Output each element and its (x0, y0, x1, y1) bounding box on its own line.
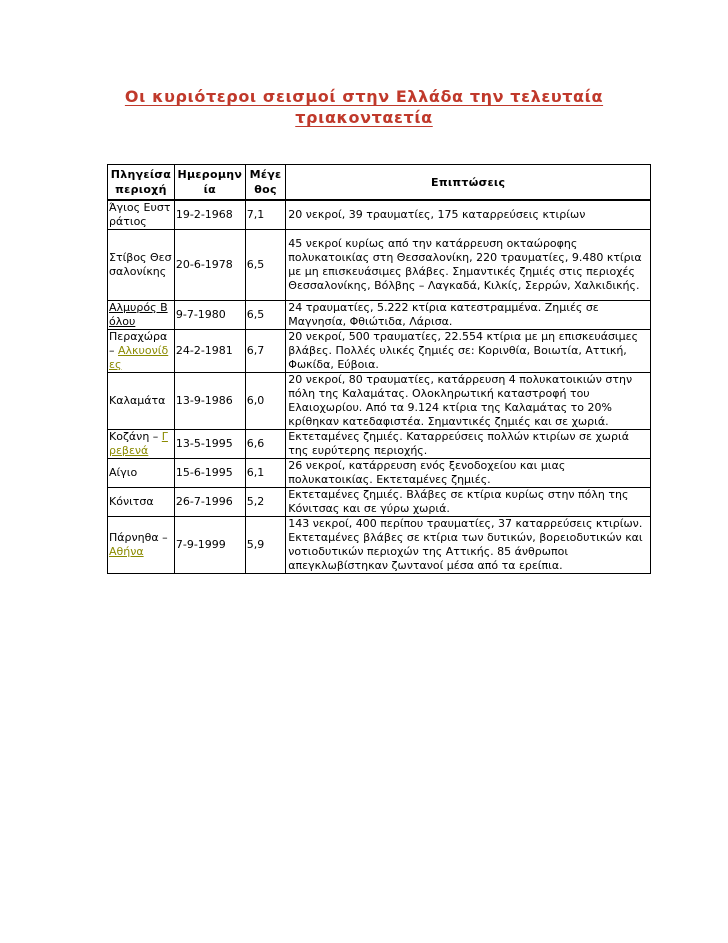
cell-area (108, 373, 175, 430)
cell-date: 13-5-1995 (174, 430, 245, 459)
area-link[interactable]: Γρεβενά (109, 430, 168, 457)
cell-date: 15-6-1995 (174, 459, 245, 488)
area-text: Πάρνηθα – (109, 531, 168, 544)
page-title: Οι κυριότεροι σεισμοί στην Ελλάδα την τελευταία τριακονταετία (124, 87, 604, 127)
area-link[interactable]: Αθήνα (109, 545, 144, 558)
cell-impact: 20 νεκροί, 500 τραυματίες, 22.554 κτίρια με μη επισκευάσιμες βλάβες. Πολλές υλικές ζημιές σε: Κορινθία, Βοιωτία, Αττική, Φωκίδα, Εύβοια. (286, 330, 651, 373)
area-link[interactable]: Αλκυονίδες (109, 344, 169, 371)
cell-impact: 20 νεκροί, 39 τραυματίες, 175 καταρρεύσεις κτιρίων (286, 200, 651, 230)
table-row (108, 517, 651, 574)
cell-area (108, 301, 175, 330)
area-text: Άγιος Ευστράτιος (109, 201, 171, 228)
cell-date: 19-2-1968 (174, 200, 245, 230)
table-row (108, 459, 651, 488)
header-area: Πληγείσα περιοχή (108, 165, 175, 201)
table-header-row (108, 165, 651, 201)
cell-area (108, 200, 175, 230)
table-row (108, 488, 651, 517)
cell-impact: 45 νεκροί κυρίως από την κατάρρευση οκταώροφης πολυκατοικίας στη Θεσσαλονίκη, 220 τραυματίες, 9.480 κτίρια με μη επισκευάσιμες βλάβες. Σημαντικές ζημιές στις περιοχές Θεσσαλονίκης, Βόλβης – Λαγκαδά, Κιλκίς, Σερρών, Χαλκιδικής. (286, 230, 651, 301)
area-text: Κοζάνη – (109, 430, 159, 443)
cell-area (108, 488, 175, 517)
cell-area (108, 330, 175, 373)
cell-date: 26-7-1996 (174, 488, 245, 517)
cell-date: 24-2-1981 (174, 330, 245, 373)
table-row (108, 230, 651, 301)
table-row (108, 200, 651, 230)
cell-magnitude: 7,1 (245, 200, 286, 230)
cell-magnitude: 6,6 (245, 430, 286, 459)
cell-impact: 20 νεκροί, 80 τραυματίες, κατάρρευση 4 πολυκατοικιών στην πόλη της Καλαμάτας. Ολοκληρωτική καταστροφή του Ελαιοχωρίου. Από τα 9.124 κτίρια της Καλαμάτας το 20% κρίθηκαν κατεδαφιστέα. Σημαντικές ζημιές και σε χωριά. (286, 373, 651, 430)
cell-impact: 143 νεκροί, 400 περίπου τραυματίες, 37 καταρρεύσεις κτιρίων. Εκτεταμένες βλάβες σε κτίρια των δυτικών, βορειοδυτικών και νοτιοδυτικών περιοχών της Αττικής. 85 άνθρωποι απεγκλωβίστηκαν ζωντανοί μέσα από τα ερείπια. (286, 517, 651, 574)
cell-area (108, 459, 175, 488)
cell-area (108, 430, 175, 459)
header-magnitude: Μέγεθος (245, 165, 286, 201)
area-text: Περαχώρα – (109, 330, 168, 357)
header-impact: Επιπτώσεις (286, 165, 651, 201)
cell-magnitude: 6,5 (245, 301, 286, 330)
cell-magnitude: 6,5 (245, 230, 286, 301)
cell-date: 9-7-1980 (174, 301, 245, 330)
cell-area (108, 517, 175, 574)
earthquake-table (107, 164, 651, 574)
cell-date: 7-9-1999 (174, 517, 245, 574)
cell-magnitude: 6,1 (245, 459, 286, 488)
cell-area (108, 230, 175, 301)
area-text: Αίγιο (109, 466, 138, 479)
area-text: Κόνιτσα (109, 495, 154, 508)
cell-impact: 26 νεκροί, κατάρρευση ενός ξενοδοχείου και μιας πολυκατοικίας. Εκτεταμένες ζημιές. (286, 459, 651, 488)
header-date: Ημερομηνία (174, 165, 245, 201)
cell-magnitude: 6,0 (245, 373, 286, 430)
table-row (108, 430, 651, 459)
cell-magnitude: 5,9 (245, 517, 286, 574)
table-row (108, 330, 651, 373)
table-row (108, 301, 651, 330)
table-row (108, 373, 651, 430)
cell-impact: Εκτεταμένες ζημιές. Καταρρεύσεις πολλών κτιρίων σε χωριά της ευρύτερης περιοχής. (286, 430, 651, 459)
cell-magnitude: 6,7 (245, 330, 286, 373)
area-text: Στίβος Θεσσαλονίκης (109, 251, 172, 278)
cell-date: 13-9-1986 (174, 373, 245, 430)
cell-impact: 24 τραυματίες, 5.222 κτίρια κατεστραμμένα. Ζημιές σε Μαγνησία, Φθιώτιδα, Λάρισα. (286, 301, 651, 330)
cell-magnitude: 5,2 (245, 488, 286, 517)
area-text: Αλμυρός Βόλου (109, 301, 168, 328)
cell-impact: Εκτεταμένες ζημιές. Βλάβες σε κτίρια κυρίως στην πόλη της Κόνιτσας και σε γύρω χωριά. (286, 488, 651, 517)
cell-date: 20-6-1978 (174, 230, 245, 301)
area-text: Καλαμάτα (109, 394, 166, 407)
